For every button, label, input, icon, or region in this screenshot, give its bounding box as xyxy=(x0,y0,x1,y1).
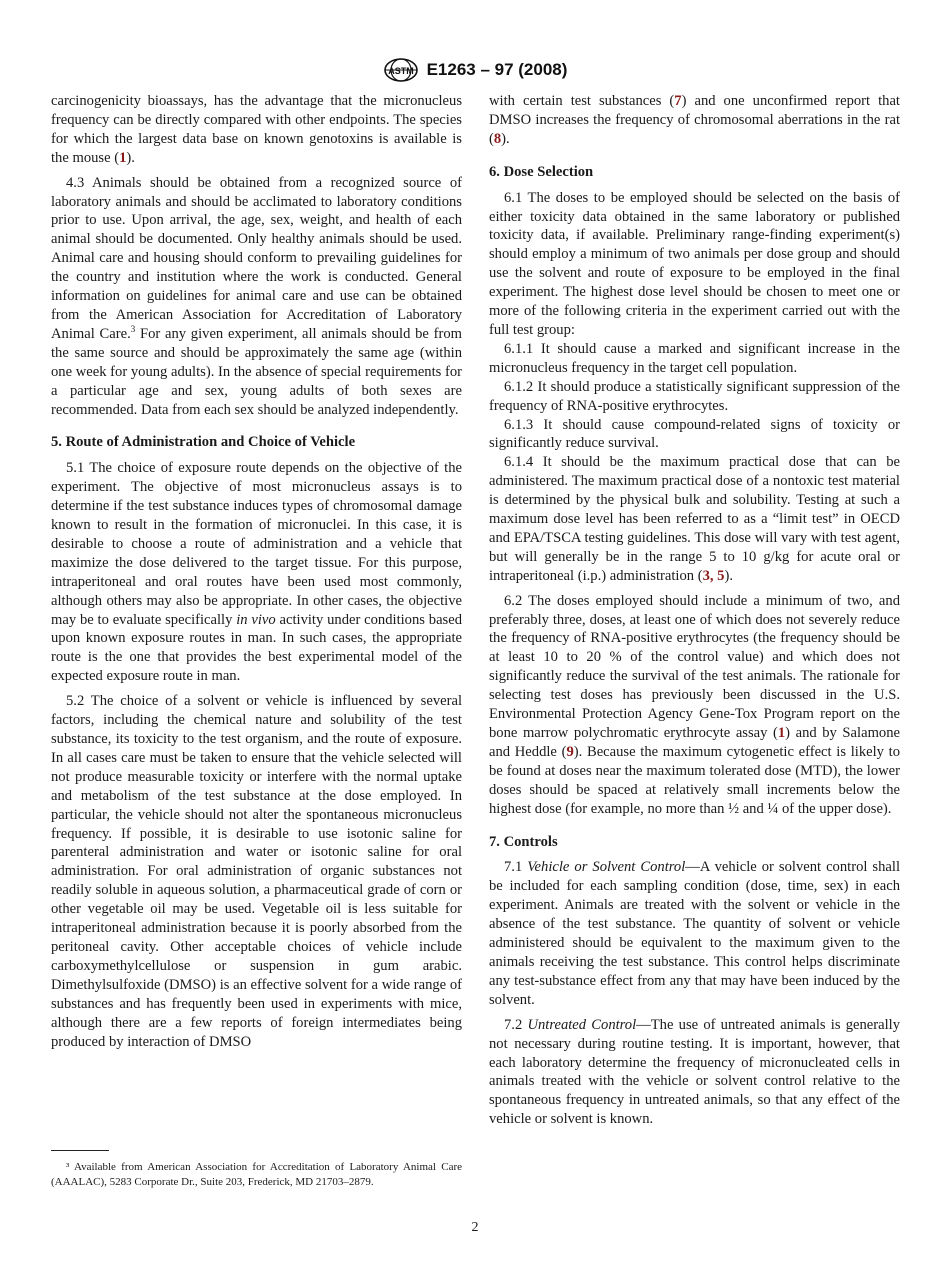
footnote-3: ³ Available from American Association for Accreditation of Laboratory Animal Care (AAALAC), 5283 Corporate Dr., Suite 203, Frederick, MD 21703–2879. xyxy=(51,1161,462,1188)
reference-link[interactable]: 1 xyxy=(777,725,786,741)
paragraph-5-1: 5.1 The choice of exposure route depends on the objective of the experiment. The objective of most micronucleus assays is to determine if the test substance induces types of chromosomal damage known to result in the formation of micronuclei. In this case, it is desirable to choose a route of administration and a vehicle that maximize the dose delivered to the target tissue. For this purpose, intraperitoneal and oral routes have been used most commonly, although others may also be appropriate. In other cases, the objective may be to evaluate specifically in vivo activity under conditions based upon known exposure routes in man. In such cases, the appropriate route is the one that provides the best experimental model of the expected exposure route in man. xyxy=(51,460,462,685)
astm-logo-icon xyxy=(383,57,419,83)
left-column xyxy=(51,92,462,1051)
paragraph-6-1-2: 6.1.2 It should produce a statistically significant suppression of the frequency of RNA-positive erythrocytes. xyxy=(489,378,900,414)
footnote-marker: 3 xyxy=(130,324,136,335)
paragraph-6-1: 6.1 The doses to be employed should be selected on the basis of either toxicity data obtained in the same laboratory or published toxicity data, if available. Preliminary range-finding experiment(s) should employ a minimum of two animals per dose group and should use the solvent and route of exposure to be employed in the final experiment. The highest dose level should be chosen to meet one or more of the following criteria in the experiment carried out with the full test group: xyxy=(489,189,900,338)
paragraph-5-2: 5.2 The choice of a solvent or vehicle is influenced by several factors, including the chemical nature and solubility of the test substance, its toxicity to the test organism, and the route of exposure. In all cases care must be taken to ensure that the vehicle selected will not produce measurable toxicity or interfere with the normal uptake and metabolism of the test substance at the dose employed. In particular, the vehicle should not alter the spontaneous micronucleus frequency. If possible, it is desirable to use isotonic saline for parenteral administration and water or isotonic saline for oral administration. For oral administration of organic substances not readily soluble in aqueous solution, a pharmaceutical grade of corn or other vegetable oil may be used. Vegetable oil is less suitable for intraperitoneal administration because it is poorly absorbed from the peritoneal cavity. Other acceptable choices of vehicle include carboxymethylcellulose or suspension in gum arabic. Dimethylsulfoxide (DMSO) is an effective solvent for a wide range of substances and has frequently been used in experiments with mice, although there are a few reports of foreign intermediates being produced by interaction of DMSO xyxy=(51,693,462,1050)
reference-link[interactable]: 7 xyxy=(674,93,682,109)
paragraph-5-2-continued: with certain test substances (7) and one unconfirmed report that DMSO increases the frequency of chromosomal aberrations in the rat (8). xyxy=(489,93,900,147)
reference-link[interactable]: 8 xyxy=(493,130,502,147)
paragraph-6-2: 6.2 The doses employed should include a minimum of two, and preferably three, doses, at least one of which does not severely reduce the frequency of RNA-positive erythrocytes (the frequency should be at least 10 to 20 % of the control value) and which does not significantly reduce the survival of the test animals. The rationale for selecting test doses has previously been discussed in the U.S. Environmental Protection Agency Gene-Tox Program report on the bone marrow polychromatic erythrocyte assay (1) and by Salamone and Heddle (9). Because the maximum cytogenetic effect is likely to be found at doses near the maximum tolerated dose (MTD), the lower doses should be spaced at relatively small increments below the highest dose (for example, no more than ½ and ¼ of the upper dose). xyxy=(489,592,900,817)
section-7-heading: 7. Controls xyxy=(489,833,558,850)
footnote-divider xyxy=(51,1150,109,1151)
paragraph-6-1-3: 6.1.3 It should cause compound-related signs of toxicity or significantly reduce survival. xyxy=(489,416,900,452)
page-number: 2 xyxy=(471,1220,479,1235)
document-id: E1263 – 97 (2008) xyxy=(426,60,568,79)
svg-text:ASTM: ASTM xyxy=(387,66,414,76)
section-6-heading: 6. Dose Selection xyxy=(489,163,594,180)
paragraph-4-3: 4.3 Animals should be obtained from a recognized source of laboratory animals and should be acclimated to laboratory conditions prior to use. Upon arrival, the age, sex, weight, and health of each animal should be documented. Only healthy animals should be used. Animal care and housing should conform to prevailing guidelines for the country and institution where the work is conducted. General information on guidelines for animal care and use can be obtained from the American Association for Accreditation of Laboratory Animal Care.$^3$ For any given experiment, all animals should be from the same source and should be approximately the same age (within one week for young adults). In the absence of special requirements for a particular age and sex, young adults of both sexes are recommended. Data from each sex should be analyzed independently. xyxy=(51,174,462,418)
paragraph-6-1-4: 6.1.4 It should be the maximum practical dose that can be administered. The maximum practical dose of a nontoxic test material is determined by the physical bulk and solubility. Testing at such a maximum dose level has been referred to as a “limit test” in OECD and EPA/TSCA testing guidelines. This dose will vary with test agent, but will generally be in the range 5 to 10 g/kg for acute oral or intraperitoneal (i.p.) administration (3, 5). xyxy=(489,454,900,584)
paragraph-7-1: 7.1 Vehicle or Solvent Control—A vehicle or solvent control shall be included for each sampling condition (dose, time, sex) in each experiment. Animals are treated with the solvent or vehicle in the absence of the test substance. The quantity of solvent or vehicle administered should be equivalent to the maximum given to the animals receiving the test substance. This control helps discriminate any test-substance effect from any that may have been induced by the solvent. xyxy=(489,859,900,1008)
section-5-heading: 5. Route of Administration and Choice of Vehicle xyxy=(51,434,356,451)
paragraph-6-1-1: 6.1.1 It should cause a marked and significant increase in the micronucleus frequency in the target cell population. xyxy=(489,340,900,376)
reference-link[interactable]: 3, 5 xyxy=(702,567,725,584)
page-header xyxy=(0,56,950,84)
reference-link[interactable]: 1 xyxy=(119,149,127,166)
paragraph-4-2-continued: carcinogenicity bioassays, has the advantage that the micronucleus frequency can be directly compared with other endpoints. The species for which the largest data base on known genotoxins is available is the mouse (1). xyxy=(51,93,462,166)
reference-link[interactable]: 9 xyxy=(566,743,574,760)
right-column xyxy=(489,92,900,1129)
paragraph-7-2: 7.2 Untreated Control—The use of untreated animals is generally not necessary during routine testing. It is important, however, that each laboratory determine the frequency of micronucleated cells in animals treated with the vehicle or solvent control relative to the spontaneous frequency in untreated animals, so that any effect of the vehicle or solvent is known. xyxy=(489,1016,901,1128)
